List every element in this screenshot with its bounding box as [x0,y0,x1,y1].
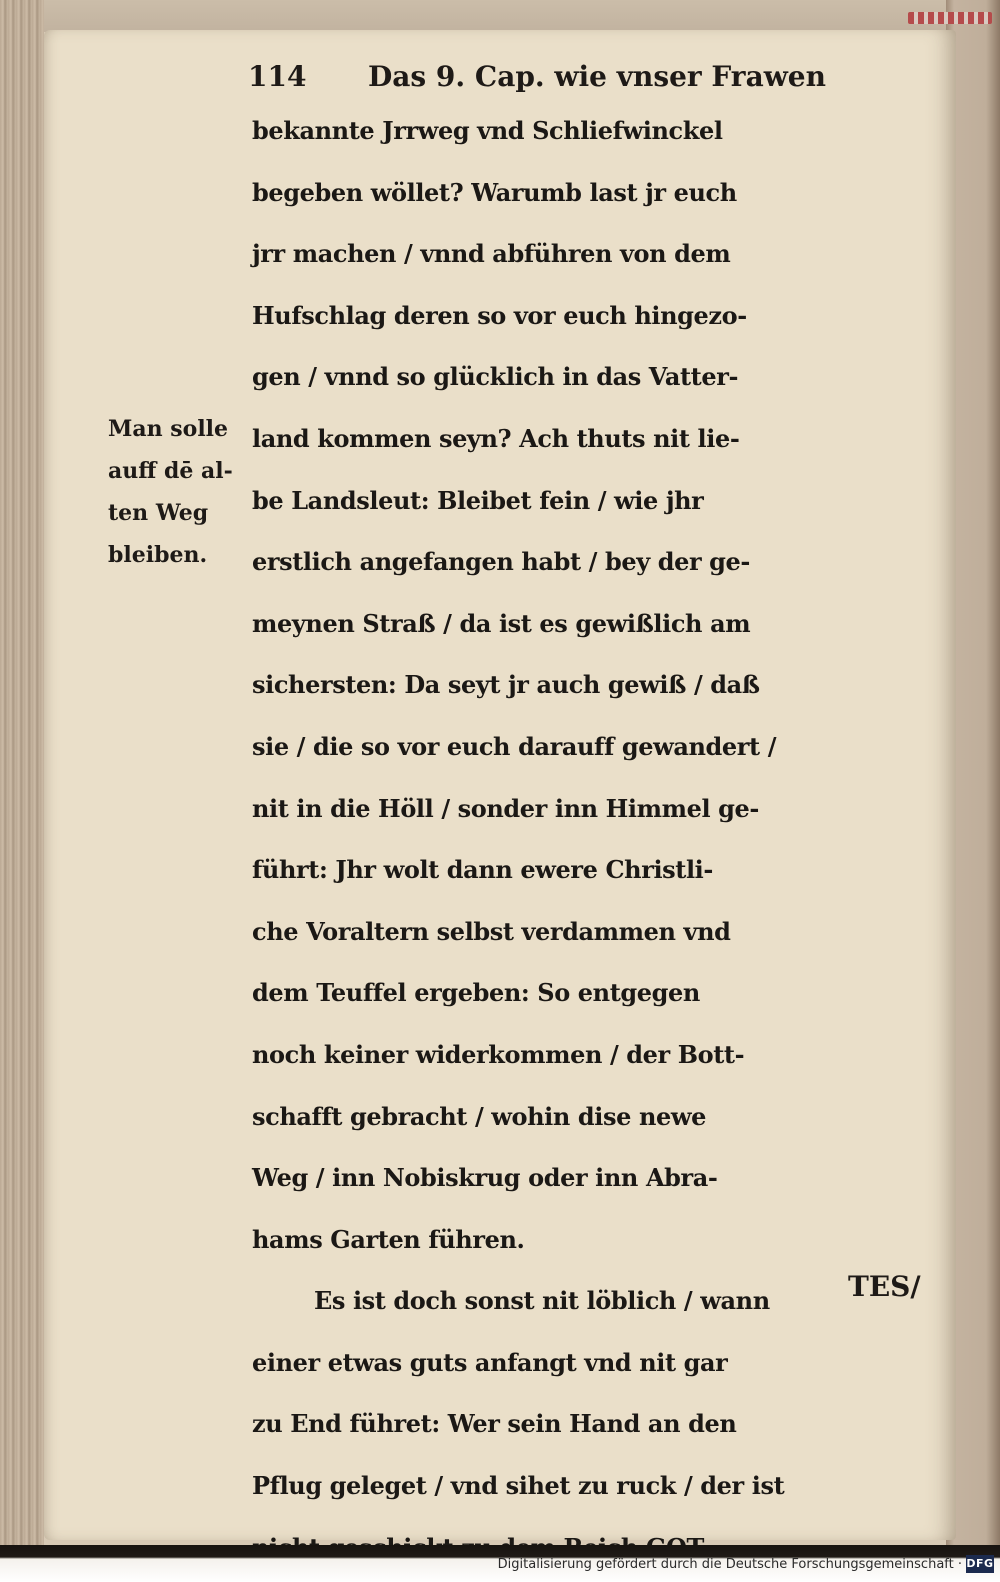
top-book-edge [0,0,1000,32]
text-line: zu End führet: Wer sein Hand an den [252,1409,737,1439]
text-line: gen / vnnd so glücklich in das Vatter- [252,362,739,392]
text-line: nit in die Höll / sonder inn Himmel ge- [252,793,759,823]
catchword: TES/ [848,1270,921,1303]
text-line: begeben wöllet? Warumb last jr euch [252,177,737,207]
text-line: Pflug geleget / vnd sihet zu ruck / der ist [252,1471,785,1501]
text-line: meynen Straß / da ist es gewißlich am [252,608,751,638]
text-line: che Voraltern selbst verdammen vnd [252,916,731,946]
text-line: einer etwas guts anfangt vnd nit gar [252,1347,728,1377]
paragraph-start-line: Es ist doch sonst nit löblich / wann [314,1286,770,1316]
left-page-edges [0,0,44,1545]
body-text [252,100,952,1578]
text-line: hams Garten führen. [252,1224,525,1254]
page-number: 114 [248,60,307,93]
text-line: land kommen seyn? Ach thuts nit lie- [252,423,740,453]
text-line: erstlich angefangen habt / bey der ge- [252,547,750,577]
text-line: Hufschlag deren so vor euch hingezo- [252,300,747,330]
binding-stitching [908,12,992,24]
text-line: jrr machen / vnnd abführen von dem [252,239,731,269]
margin-note-line: auff dē al- [108,458,233,484]
running-head: Das 9. Cap. wie vnser Frawen [368,60,826,93]
margin-note [108,408,250,576]
footer-credit: Digitalisierung gefördert durch die Deutsche Forschungsgemeinschaft · [497,1557,962,1572]
margin-note-line: bleiben. [108,542,208,568]
text-line: sichersten: Da seyt jr auch gewiß / daß [252,670,760,700]
text-line: noch keiner widerkommen / der Bott- [252,1039,745,1069]
text-line: schafft gebracht / wohin dise newe [252,1101,706,1131]
text-line: bekannte Jrrweg vnd Schliefwinckel [252,116,723,145]
margin-note-line: Man solle [108,416,229,442]
text-line: sie / die so vor euch darauff gewandert / [252,731,777,761]
text-line: führt: Jhr wolt dann ewere Christli- [252,855,713,885]
page-header [248,56,928,100]
dfg-logo: DFG [966,1555,994,1573]
text-line: Weg / inn Nobiskrug oder inn Abra- [252,1163,718,1193]
text-line: be Landsleut: Bleibet fein / wie jhr [252,485,704,515]
text-line: dem Teuffel ergeben: So entgegen [252,978,700,1008]
margin-note-line: ten Weg [108,500,209,526]
